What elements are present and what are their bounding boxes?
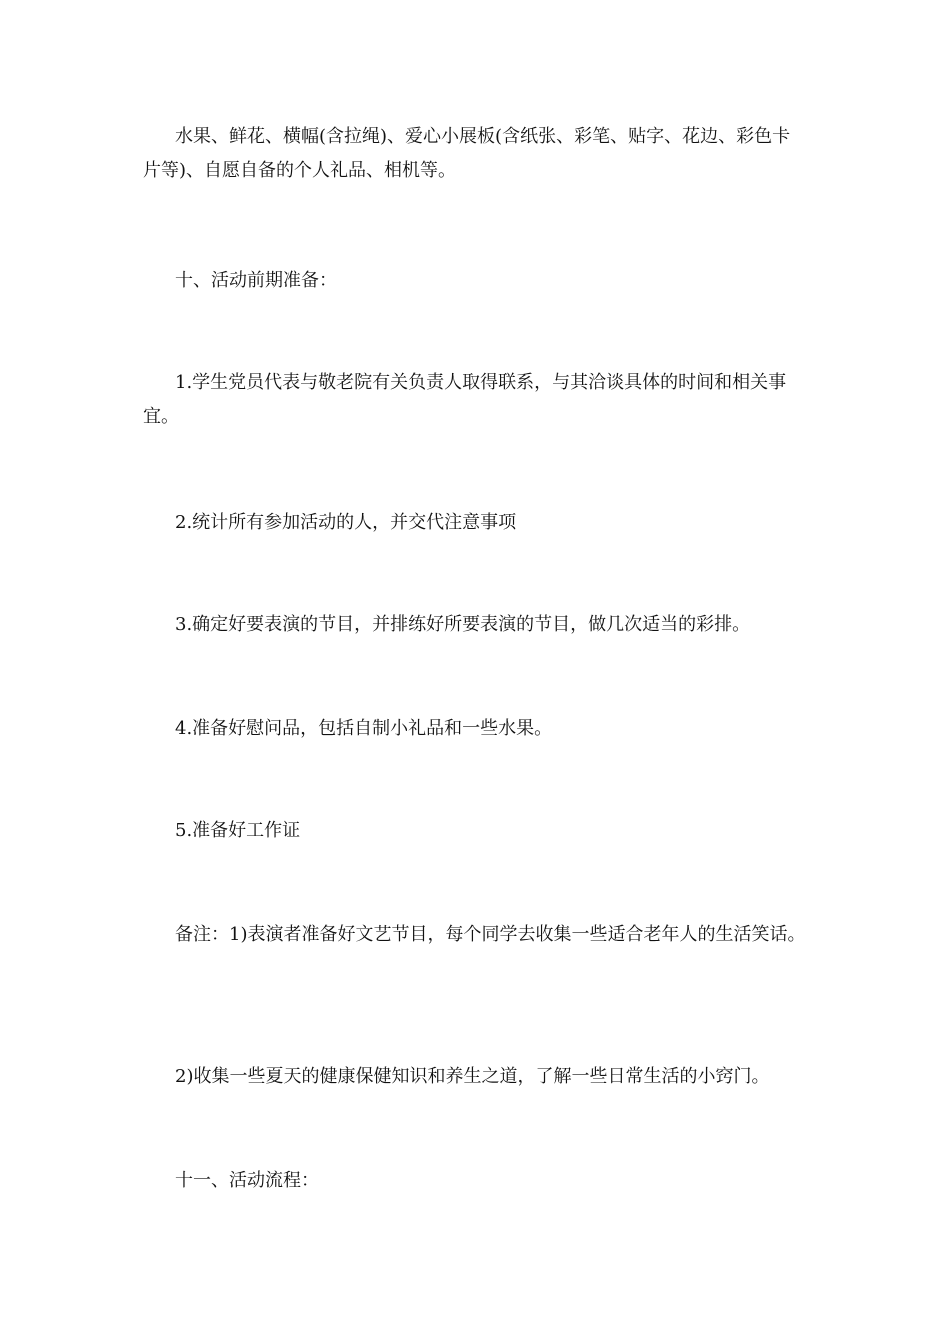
paragraph-supplies-list: 水果、鲜花、横幅(含拉绳)、爱心小展板(含纸张、彩笔、贴字、花边、彩色卡片等)、自愿自备的个人礼品、相机等。: [143, 126, 791, 181]
list-item-gifts: 4.准备好慰问品，包括自制小礼品和一些水果。: [175, 718, 553, 739]
note-performers: 备注：1)表演者准备好文艺节目，每个同学去收集一些适合老年人的生活笑话。: [175, 924, 806, 945]
list-item-contact: 1.学生党员代表与敬老院有关负责人取得联系，与其洽谈具体的时间和相关事宜。: [143, 372, 787, 427]
section-heading-activity-flow: 十一、活动流程：: [175, 1170, 319, 1191]
list-item-rehearsal: 3.确定好要表演的节目，并排练好所要表演的节目，做几次适当的彩排。: [175, 614, 751, 635]
note-health-knowledge: 2)收集一些夏天的健康保健知识和养生之道，了解一些日常生活的小窍门。: [175, 1066, 770, 1087]
list-item-work-pass: 5.准备好工作证: [175, 820, 301, 841]
section-heading-preparation: 十、活动前期准备：: [175, 270, 337, 291]
list-item-headcount: 2.统计所有参加活动的人，并交代注意事项: [175, 512, 517, 533]
